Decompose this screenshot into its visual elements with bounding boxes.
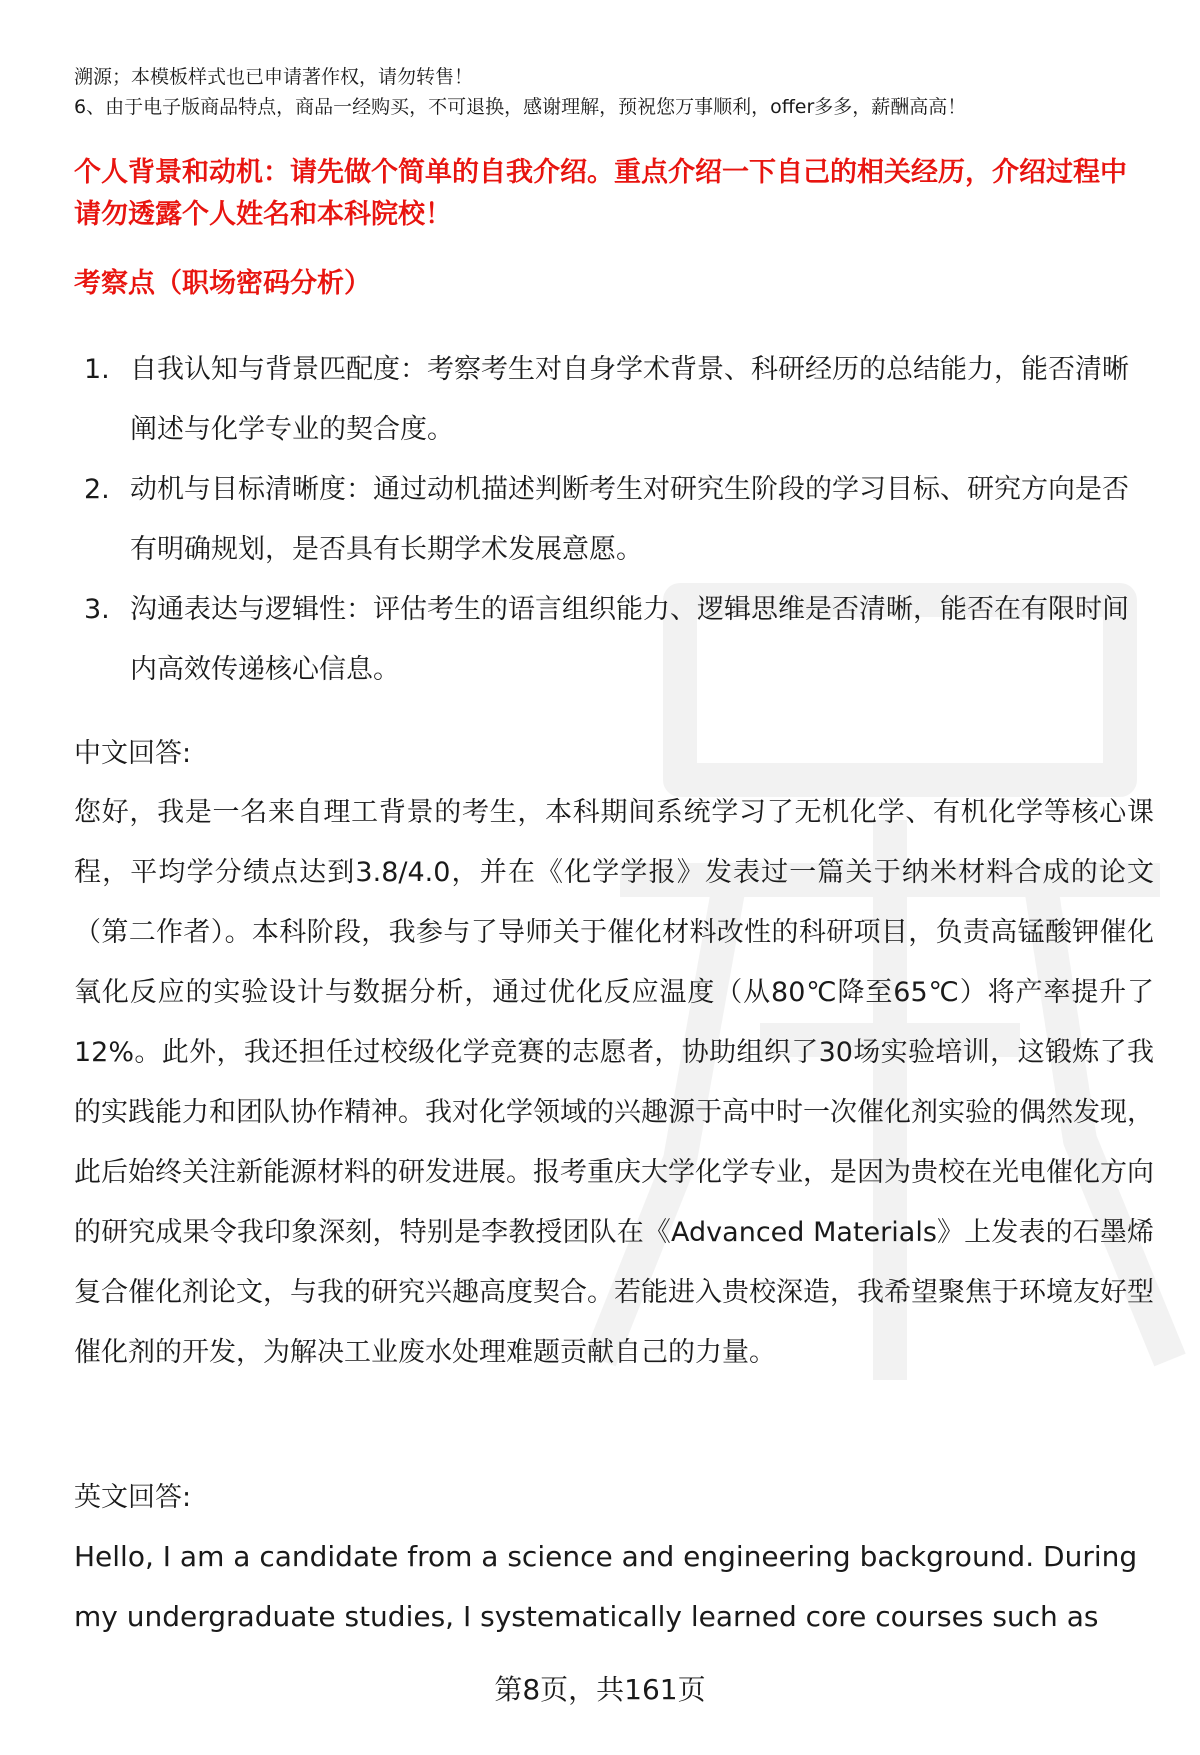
page-number-footer: 第8页，共161页 <box>494 1673 706 1706</box>
list-item <box>84 580 1154 700</box>
note-line: 溯源；本模板样式也已申请著作权，请勿转售！ <box>74 66 474 88</box>
notes-block <box>74 62 1154 122</box>
list-item <box>84 340 1154 460</box>
list-item-number: 1. <box>84 354 110 385</box>
note-line: 6、由于电子版商品特点，商品一经购买，不可退换，感谢理解，预祝您万事顺利，offer多多，薪酬高高！ <box>74 96 967 118</box>
list-item-text: 自我认知与背景匹配度：考察考生对自身学术背景、科研经历的总结能力，能否清晰阐述与化学专业的契合度。 <box>130 354 1129 445</box>
list-item-text: 动机与目标清晰度：通过动机描述判断考生对研究生阶段的学习目标、研究方向是否有明确规划，是否具有长期学术发展意愿。 <box>130 474 1129 565</box>
list-item-number: 3. <box>84 594 110 625</box>
assessment-points-heading: 考察点（职场密码分析） <box>74 268 371 299</box>
english-answer-text: Hello, I am a candidate from a science and engineering background. During my undergraduate studies, I systematically learned core courses such as <box>74 1540 1138 1633</box>
chinese-answer-text: 您好，我是一名来自理工背景的考生，本科期间系统学习了无机化学、有机化学等核心课程，平均学分绩点达到3.8/4.0，并在《化学学报》发表过一篇关于纳米材料合成的论文（第二作者）。本科阶段，我参与了导师关于催化材料改性的科研项目，负责高锰酸钾催化氧化反应的实验设计与数据分析，通过优化反应温度（从80℃降至65℃）将产率提升了12%。此外，我还担任过校级化学竞赛的志愿者，协助组织了30场实验培训，这锻炼了我的实践能力和团队协作精神。我对化学领域的兴趣源于高中时一次催化剂实验的偶然发现，此后始终关注新能源材料的研发进展。报考重庆大学化学专业，是因为贵校在光电催化方向的研究成果令我印象深刻，特别是李教授团队在《Advanced Materials》上发表的石墨烯复合催化剂论文，与我的研究兴趣高度契合。若能进入贵校深造，我希望聚焦于环境友好型催化剂的开发，为解决工业废水处理难题贡献自己的力量。 <box>74 797 1154 1368</box>
english-answer-label: 英文回答: <box>74 1482 192 1513</box>
list-item-text: 沟通表达与逻辑性：评估考生的语言组织能力、逻辑思维是否清晰，能否在有限时间内高效传递核心信息。 <box>130 594 1129 685</box>
chinese-answer-label: 中文回答: <box>74 738 192 769</box>
question-heading: 个人背景和动机：请先做个简单的自我介绍。重点介绍一下自己的相关经历，介绍过程中请勿透露个人姓名和本科院校！ <box>74 157 1127 230</box>
assessment-points-list <box>84 340 1154 700</box>
list-item <box>84 460 1154 580</box>
list-item-number: 2. <box>84 474 110 505</box>
